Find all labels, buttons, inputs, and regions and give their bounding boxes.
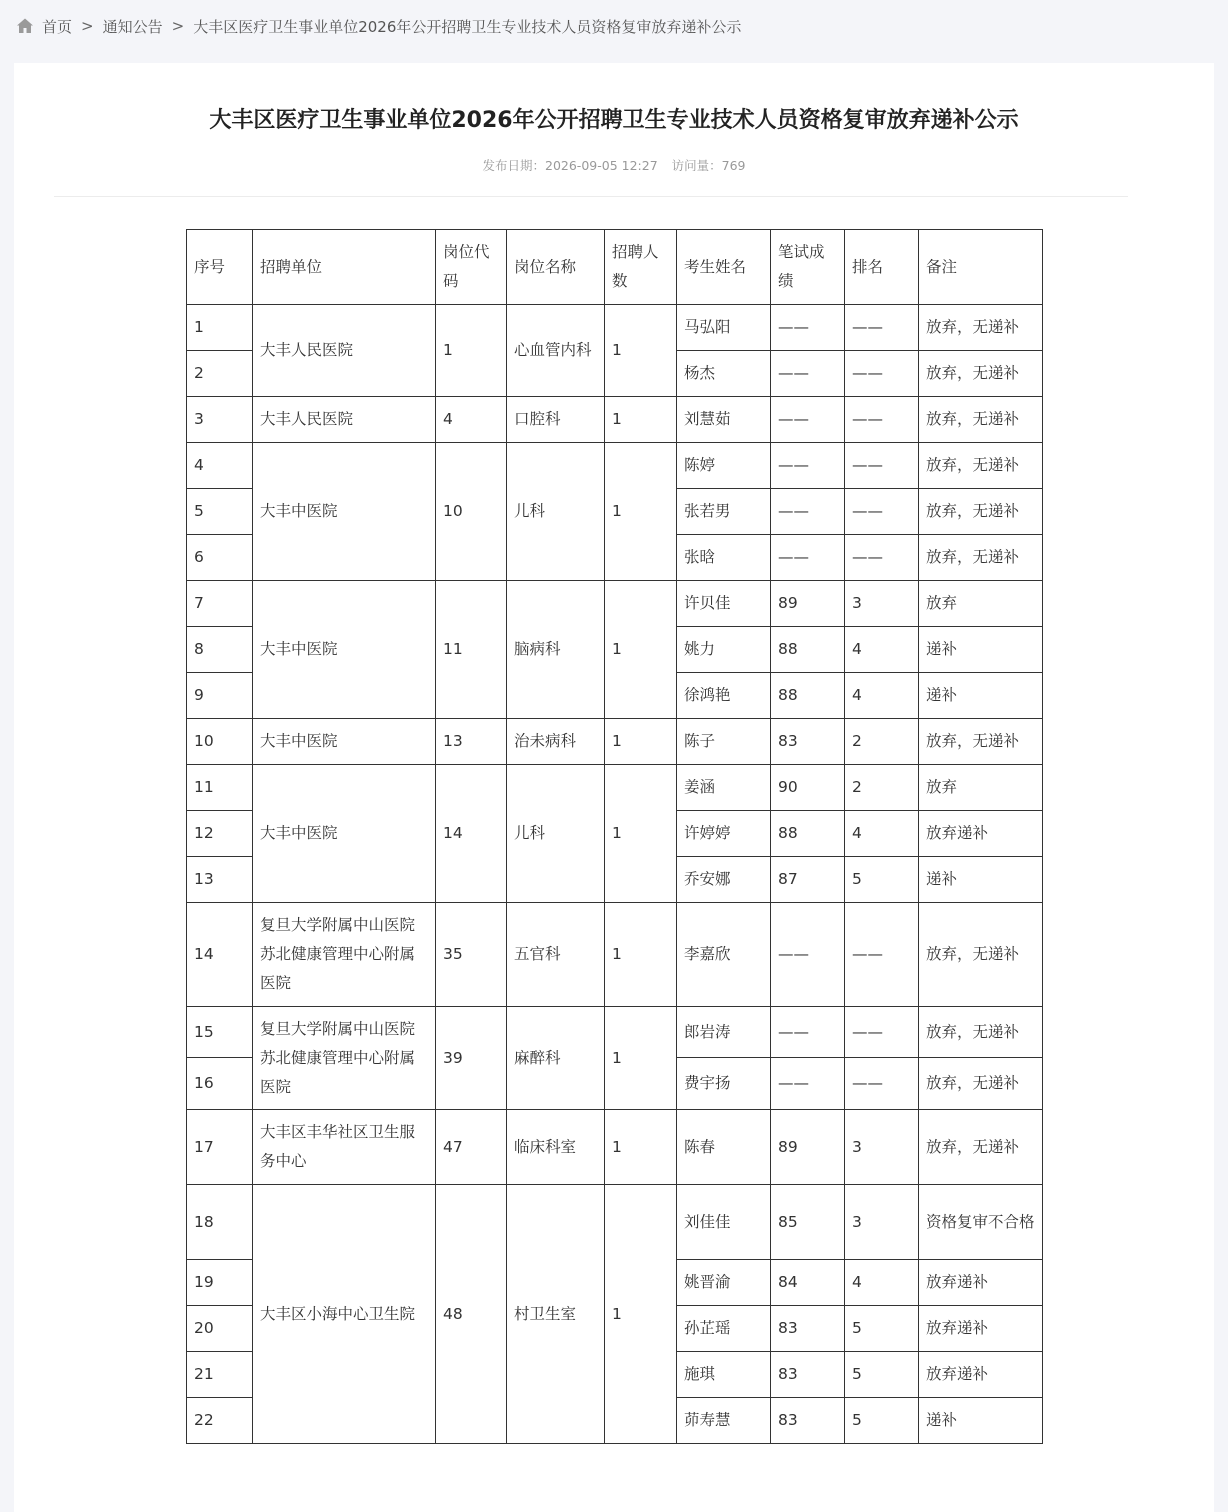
cell-name: 费宇扬 [677, 1058, 771, 1110]
header-score: 笔试成绩 [771, 230, 845, 305]
cell-rank: 5 [845, 1306, 919, 1352]
cell-name: 李嘉欣 [677, 903, 771, 1007]
cell-seq: 3 [187, 397, 253, 443]
cell-note: 放弃，无递补 [919, 351, 1043, 397]
cell-position: 麻醉科 [507, 1007, 605, 1110]
cell-rank: 4 [845, 1260, 919, 1306]
cell-note: 放弃，无递补 [919, 1058, 1043, 1110]
table-row [187, 397, 1043, 443]
cell-score: —— [771, 1058, 845, 1110]
cell-rank: 4 [845, 811, 919, 857]
cell-unit: 大丰区丰华社区卫生服务中心 [253, 1110, 436, 1185]
cell-rank: 5 [845, 1398, 919, 1444]
cell-seq: 14 [187, 903, 253, 1007]
cell-score: 84 [771, 1260, 845, 1306]
breadcrumb-separator: > [171, 17, 185, 35]
cell-count: 1 [605, 443, 677, 581]
cell-seq: 12 [187, 811, 253, 857]
cell-rank: —— [845, 535, 919, 581]
cell-note: 放弃，无递补 [919, 535, 1043, 581]
cell-rank: —— [845, 443, 919, 489]
cell-rank: —— [845, 1007, 919, 1058]
cell-note: 放弃递补 [919, 811, 1043, 857]
cell-score: —— [771, 1007, 845, 1058]
cell-code: 4 [436, 397, 507, 443]
table-row [187, 719, 1043, 765]
cell-position: 儿科 [507, 443, 605, 581]
cell-score: 88 [771, 627, 845, 673]
cell-position: 脑病科 [507, 581, 605, 719]
cell-name: 姚力 [677, 627, 771, 673]
header-count: 招聘人数 [605, 230, 677, 305]
cell-note: 放弃，无递补 [919, 305, 1043, 351]
table-row [187, 1007, 1043, 1058]
cell-score: —— [771, 443, 845, 489]
cell-seq: 11 [187, 765, 253, 811]
cell-unit: 大丰中医院 [253, 581, 436, 719]
cell-count: 1 [605, 765, 677, 903]
cell-note: 放弃递补 [919, 1352, 1043, 1398]
cell-rank: —— [845, 489, 919, 535]
cell-seq: 15 [187, 1007, 253, 1058]
cell-seq: 2 [187, 351, 253, 397]
cell-name: 陈春 [677, 1110, 771, 1185]
cell-name: 姜涵 [677, 765, 771, 811]
cell-code: 11 [436, 581, 507, 719]
cell-rank: —— [845, 351, 919, 397]
cell-rank: 3 [845, 1110, 919, 1185]
cell-name: 乔安娜 [677, 857, 771, 903]
header-seq: 序号 [187, 230, 253, 305]
cell-count: 1 [605, 1185, 677, 1444]
cell-unit: 大丰中医院 [253, 443, 436, 581]
cell-code: 1 [436, 305, 507, 397]
cell-note: 递补 [919, 1398, 1043, 1444]
cell-seq: 5 [187, 489, 253, 535]
cell-name: 茆寿慧 [677, 1398, 771, 1444]
cell-rank: —— [845, 903, 919, 1007]
cell-note: 放弃递补 [919, 1260, 1043, 1306]
table-row [187, 1185, 1043, 1260]
cell-seq: 9 [187, 673, 253, 719]
cell-position: 口腔科 [507, 397, 605, 443]
cell-note: 资格复审不合格 [919, 1185, 1043, 1260]
cell-score: 89 [771, 1110, 845, 1185]
breadcrumb-separator: > [81, 17, 94, 35]
cell-count: 1 [605, 1110, 677, 1185]
cell-unit: 大丰人民医院 [253, 305, 436, 397]
cell-rank: 5 [845, 1352, 919, 1398]
breadcrumb-current: 大丰区医疗卫生事业单位2026年公开招聘卫生专业技术人员资格复审放弃递补公示 [193, 17, 742, 36]
cell-code: 13 [436, 719, 507, 765]
cell-name: 姚晋渝 [677, 1260, 771, 1306]
cell-code: 47 [436, 1110, 507, 1185]
table-row [187, 305, 1043, 351]
cell-rank: 2 [845, 765, 919, 811]
cell-score: 83 [771, 1398, 845, 1444]
cell-seq: 10 [187, 719, 253, 765]
cell-name: 徐鸿艳 [677, 673, 771, 719]
cell-name: 孙芷瑶 [677, 1306, 771, 1352]
cell-unit: 大丰区小海中心卫生院 [253, 1185, 436, 1444]
cell-score: 88 [771, 811, 845, 857]
notice-table [186, 229, 1043, 1444]
cell-note: 放弃，无递补 [919, 903, 1043, 1007]
cell-rank: 5 [845, 857, 919, 903]
cell-seq: 18 [187, 1185, 253, 1260]
cell-seq: 4 [187, 443, 253, 489]
divider [54, 196, 1128, 197]
cell-count: 1 [605, 397, 677, 443]
cell-rank: 2 [845, 719, 919, 765]
cell-name: 陈子 [677, 719, 771, 765]
cell-unit: 大丰中医院 [253, 719, 436, 765]
cell-score: 90 [771, 765, 845, 811]
cell-rank: 4 [845, 627, 919, 673]
cell-rank: —— [845, 397, 919, 443]
cell-note: 放弃 [919, 581, 1043, 627]
cell-score: 83 [771, 719, 845, 765]
cell-name: 施琪 [677, 1352, 771, 1398]
cell-score: —— [771, 351, 845, 397]
cell-unit: 复旦大学附属中山医院苏北健康管理中心附属医院 [253, 903, 436, 1007]
breadcrumb-home-link[interactable]: 首页 [42, 17, 73, 36]
cell-note: 递补 [919, 627, 1043, 673]
publish-date: 发布日期：2026-09-05 12:27 [482, 158, 658, 173]
cell-rank: 3 [845, 581, 919, 627]
cell-name: 刘慧茹 [677, 397, 771, 443]
article-title: 大丰区医疗卫生事业单位2026年公开招聘卫生专业技术人员资格复审放弃递补公示 [209, 108, 1019, 133]
cell-rank: —— [845, 1058, 919, 1110]
cell-seq: 13 [187, 857, 253, 903]
table-row [187, 903, 1043, 1007]
cell-seq: 1 [187, 305, 253, 351]
header-note: 备注 [919, 230, 1043, 305]
cell-note: 放弃，无递补 [919, 719, 1043, 765]
cell-count: 1 [605, 305, 677, 397]
article-meta [14, 156, 1214, 174]
table-row [187, 1110, 1043, 1185]
cell-note: 放弃，无递补 [919, 489, 1043, 535]
cell-name: 张若男 [677, 489, 771, 535]
cell-name: 郎岩涛 [677, 1007, 771, 1058]
cell-code: 35 [436, 903, 507, 1007]
cell-count: 1 [605, 581, 677, 719]
cell-unit: 大丰人民医院 [253, 397, 436, 443]
cell-seq: 6 [187, 535, 253, 581]
cell-name: 张晗 [677, 535, 771, 581]
cell-seq: 20 [187, 1306, 253, 1352]
cell-score: 87 [771, 857, 845, 903]
home-icon[interactable] [16, 17, 34, 35]
cell-seq: 21 [187, 1352, 253, 1398]
cell-seq: 19 [187, 1260, 253, 1306]
cell-score: 88 [771, 673, 845, 719]
header-unit: 招聘单位 [253, 230, 436, 305]
table-header-row [187, 230, 1043, 305]
cell-name: 陈婷 [677, 443, 771, 489]
cell-note: 递补 [919, 673, 1043, 719]
cell-name: 许婷婷 [677, 811, 771, 857]
cell-code: 39 [436, 1007, 507, 1110]
cell-note: 放弃，无递补 [919, 397, 1043, 443]
cell-score: 89 [771, 581, 845, 627]
header-rank: 排名 [845, 230, 919, 305]
cell-note: 放弃，无递补 [919, 443, 1043, 489]
breadcrumb-section-link[interactable]: 通知公告 [102, 17, 163, 36]
cell-score: —— [771, 397, 845, 443]
cell-note: 放弃递补 [919, 1306, 1043, 1352]
view-count: 访问量：769 [671, 158, 746, 173]
cell-score: —— [771, 535, 845, 581]
cell-score: 83 [771, 1306, 845, 1352]
cell-unit: 大丰中医院 [253, 765, 436, 903]
cell-rank: 4 [845, 673, 919, 719]
cell-note: 放弃，无递补 [919, 1007, 1043, 1058]
cell-seq: 16 [187, 1058, 253, 1110]
cell-position: 治未病科 [507, 719, 605, 765]
cell-count: 1 [605, 903, 677, 1007]
cell-score: —— [771, 489, 845, 535]
cell-rank: —— [845, 305, 919, 351]
cell-seq: 7 [187, 581, 253, 627]
cell-code: 48 [436, 1185, 507, 1444]
cell-position: 心血管内科 [507, 305, 605, 397]
cell-count: 1 [605, 1007, 677, 1110]
header-code: 岗位代码 [436, 230, 507, 305]
cell-note: 递补 [919, 857, 1043, 903]
table-row [187, 765, 1043, 811]
cell-unit: 复旦大学附属中山医院苏北健康管理中心附属医院 [253, 1007, 436, 1110]
cell-code: 14 [436, 765, 507, 903]
cell-note: 放弃，无递补 [919, 1110, 1043, 1185]
cell-score: —— [771, 903, 845, 1007]
cell-code: 10 [436, 443, 507, 581]
cell-score: —— [771, 305, 845, 351]
header-position: 岗位名称 [507, 230, 605, 305]
cell-rank: 3 [845, 1185, 919, 1260]
cell-note: 放弃 [919, 765, 1043, 811]
article-card [14, 63, 1214, 1512]
table-row [187, 581, 1043, 627]
header-name: 考生姓名 [677, 230, 771, 305]
cell-seq: 22 [187, 1398, 253, 1444]
cell-name: 刘佳佳 [677, 1185, 771, 1260]
cell-name: 许贝佳 [677, 581, 771, 627]
cell-position: 村卫生室 [507, 1185, 605, 1444]
cell-seq: 17 [187, 1110, 253, 1185]
cell-seq: 8 [187, 627, 253, 673]
cell-name: 马弘阳 [677, 305, 771, 351]
cell-score: 85 [771, 1185, 845, 1260]
cell-position: 临床科室 [507, 1110, 605, 1185]
cell-position: 儿科 [507, 765, 605, 903]
breadcrumb [16, 14, 741, 38]
cell-score: 83 [771, 1352, 845, 1398]
cell-count: 1 [605, 719, 677, 765]
cell-name: 杨杰 [677, 351, 771, 397]
table-row [187, 443, 1043, 489]
cell-position: 五官科 [507, 903, 605, 1007]
